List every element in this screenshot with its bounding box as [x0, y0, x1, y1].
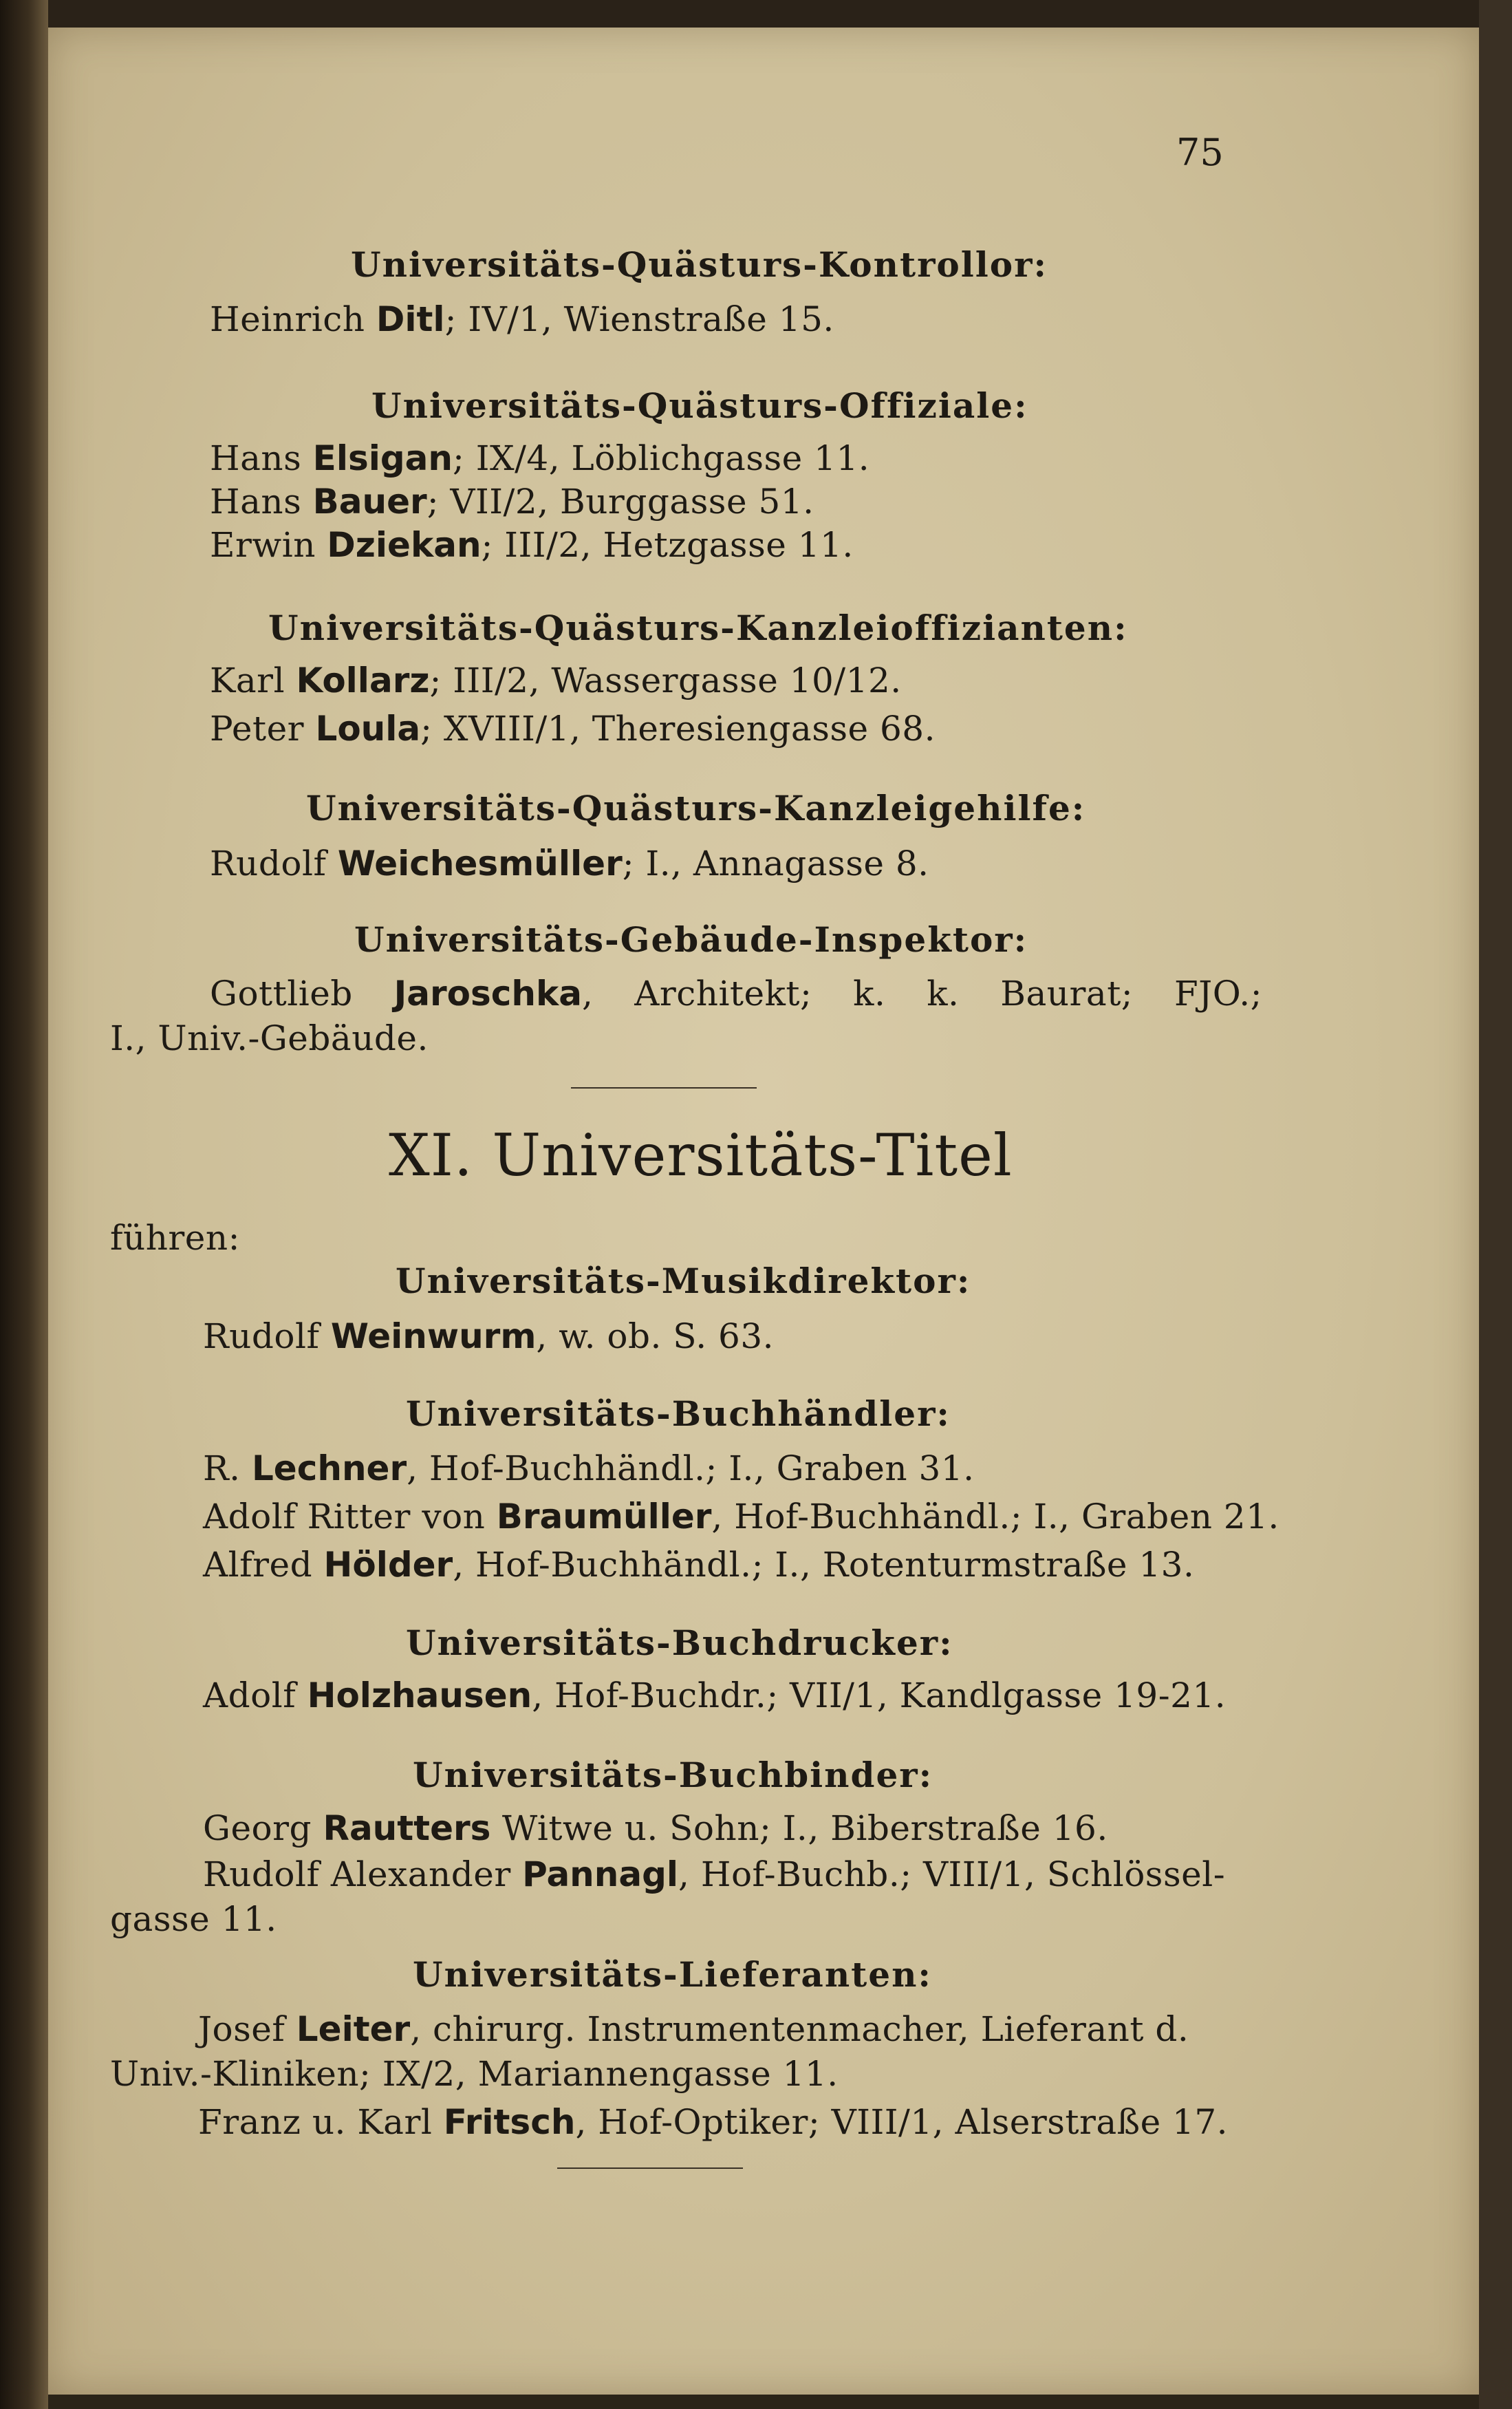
entry-line: Rudolf Weichesmüller; I., Annagasse 8.	[210, 844, 929, 884]
page-text	[48, 28, 1479, 2395]
heading-lieferanten: Universitäts-Lieferanten:	[413, 1954, 932, 1995]
scan-right-background	[1479, 0, 1512, 2409]
heading-quaestur-kontrollor: Universitäts-Quästurs-Kontrollor:	[351, 244, 1048, 285]
person-name: Braumüller	[496, 1497, 712, 1537]
entry-line: R. Lechner, Hof-Buchhändl.; I., Graben 31.	[203, 1448, 975, 1488]
entry-line: Adolf Holzhausen, Hof-Buchdr.; VII/1, Kandlgasse 19-21.	[203, 1675, 1227, 1715]
chapter-title: XI. Universitäts-Titel	[389, 1122, 1013, 1189]
section-divider	[557, 2167, 743, 2169]
entry-line: Alfred Hölder, Hof-Buchhändl.; I., Rotenturmstraße 13.	[203, 1545, 1195, 1585]
heading-buchbinder: Universitäts-Buchbinder:	[413, 1755, 933, 1795]
heading-quaestur-offiziale: Universitäts-Quästurs-Offiziale:	[371, 385, 1028, 426]
entry-line: Rudolf Weinwurm, w. ob. S. 63.	[203, 1316, 775, 1356]
entry-line: Adolf Ritter von Braumüller, Hof-Buchhändl.; I., Graben 21.	[203, 1497, 1279, 1537]
heading-quaestur-kanzleigehilfe: Universitäts-Quästurs-Kanzleigehilfe:	[306, 788, 1086, 828]
person-name: Rautters	[323, 1808, 491, 1848]
person-name: Ditl	[376, 299, 445, 339]
person-name: Weinwurm	[330, 1316, 537, 1356]
heading-quaestur-kanzleioffizianten: Universitäts-Quästurs-Kanzleioffizianten:	[268, 608, 1128, 648]
person-name: Leiter	[296, 2009, 411, 2049]
scan-top-strip	[0, 0, 1512, 28]
person-name: Hölder	[323, 1545, 453, 1585]
entry-line: Hans Bauer; VII/2, Burggasse 51.	[210, 482, 814, 522]
person-name: Jaroschka	[393, 974, 582, 1014]
entry-continuation: Univ.-Kliniken; IX/2, Mariannengasse 11.	[110, 2054, 839, 2094]
entry-line: Peter Loula; XVIII/1, Theresiengasse 68.	[210, 709, 936, 749]
entry-line: Erwin Dziekan; III/2, Hetzgasse 11.	[210, 525, 854, 565]
chapter-intro: führen:	[110, 1218, 240, 1258]
heading-musikdirektor: Universitäts-Musikdirektor:	[396, 1261, 971, 1301]
person-name: Fritsch	[443, 2102, 576, 2142]
person-name: Pannagl	[522, 1854, 679, 1894]
entry-line: Gottlieb Jaroschka, Architekt; k. k. Baurat; FJO.;	[210, 974, 1263, 1014]
section-divider	[571, 1087, 757, 1089]
heading-gebaeude-inspektor: Universitäts-Gebäude-Inspektor:	[354, 919, 1028, 960]
page-number: 75	[1176, 131, 1224, 174]
entry-line: Karl Kollarz; III/2, Wassergasse 10/12.	[210, 661, 902, 700]
person-name: Weichesmüller	[337, 844, 623, 884]
entry-line: Josef Leiter, chirurg. Instrumentenmacher, Lieferant d.	[198, 2009, 1189, 2049]
entry-line: Heinrich Ditl; IV/1, Wienstraße 15.	[210, 299, 834, 339]
entry-line: Hans Elsigan; IX/4, Löblichgasse 11.	[210, 438, 870, 478]
entry-continuation: I., Univ.-Gebäude.	[110, 1018, 429, 1058]
book-spine	[0, 0, 48, 2409]
book-page	[48, 28, 1479, 2395]
person-name: Bauer	[312, 482, 427, 522]
heading-buchdrucker: Universitäts-Buchdrucker:	[406, 1623, 953, 1663]
person-name: Dziekan	[327, 525, 482, 565]
person-name: Holzhausen	[307, 1675, 532, 1715]
person-name: Kollarz	[296, 661, 430, 700]
heading-buchhaendler: Universitäts-Buchhändler:	[406, 1393, 951, 1434]
person-name: Elsigan	[312, 438, 453, 478]
person-name: Loula	[315, 709, 421, 749]
entry-continuation: gasse 11.	[110, 1899, 277, 1939]
person-name: Lechner	[251, 1448, 407, 1488]
entry-line: Rudolf Alexander Pannagl, Hof-Buchb.; VIII/1, Schlössel-	[203, 1854, 1226, 1894]
entry-line: Georg Rautters Witwe u. Sohn; I., Biberstraße 16.	[203, 1808, 1108, 1848]
entry-line: Franz u. Karl Fritsch, Hof-Optiker; VIII/1, Alserstraße 17.	[198, 2102, 1229, 2142]
